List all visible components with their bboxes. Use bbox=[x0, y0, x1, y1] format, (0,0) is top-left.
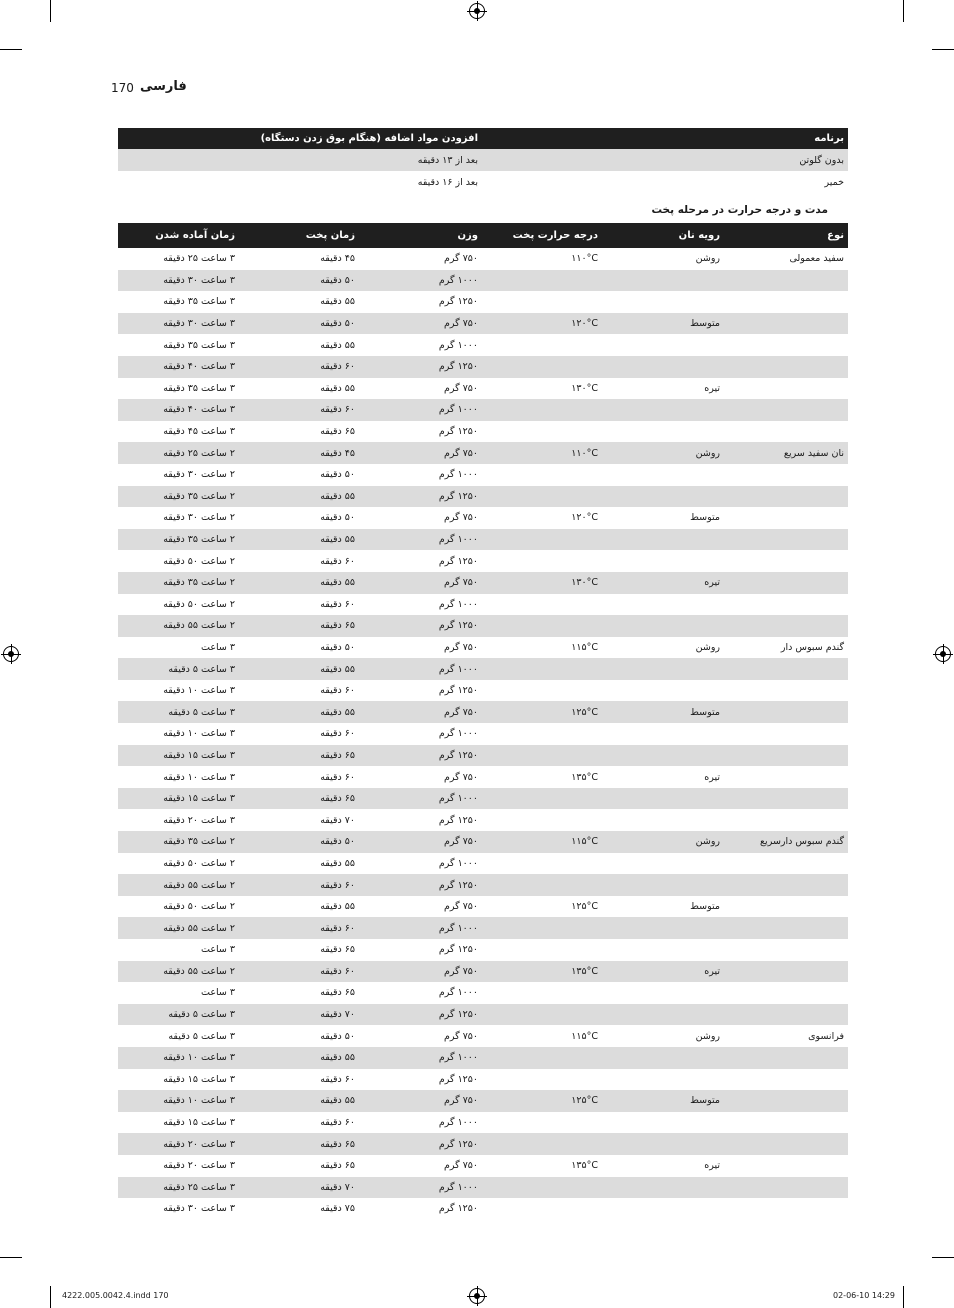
ready-time: ۳ ساعت ۲۰ دقیقه bbox=[163, 814, 235, 826]
baking-time: ۶۵ دقیقه bbox=[320, 987, 355, 999]
ready-time: ۳ ساعت ۲۵ دقیقه bbox=[163, 253, 235, 265]
baking-time: ۶۵ دقیقه bbox=[320, 426, 355, 438]
ready-time: ۲ ساعت ۵۵ دقیقه bbox=[163, 922, 235, 934]
ready-time: ۳ ساعت ۵ دقیقه bbox=[168, 663, 235, 675]
table-row bbox=[118, 637, 848, 659]
baking-time: ۵۵ دقیقه bbox=[320, 901, 355, 913]
table-row bbox=[118, 1155, 848, 1177]
table-row bbox=[118, 680, 848, 702]
table-row bbox=[118, 399, 848, 421]
header-weight: وزن bbox=[457, 230, 478, 241]
table-row bbox=[118, 421, 848, 443]
weight: ۱۲۵۰ گرم bbox=[438, 361, 478, 373]
baking-time: ۵۵ دقیقه bbox=[320, 534, 355, 546]
header-crust: رویه نان bbox=[678, 230, 720, 241]
table-row bbox=[118, 529, 848, 551]
table-row bbox=[118, 766, 848, 788]
table-row bbox=[118, 507, 848, 529]
crop-mark bbox=[932, 49, 954, 50]
crust-color: متوسط bbox=[690, 706, 720, 718]
crop-mark bbox=[932, 1257, 954, 1258]
table-row bbox=[118, 1069, 848, 1091]
crust-color: متوسط bbox=[690, 318, 720, 330]
baking-temperature: ۱۲۵°C bbox=[571, 901, 598, 913]
weight: ۱۲۵۰ گرم bbox=[438, 749, 478, 761]
language-label: فارسی bbox=[140, 79, 187, 94]
weight: ۱۰۰۰ گرم bbox=[438, 1052, 478, 1064]
baking-time: ۷۰ دقیقه bbox=[320, 1009, 355, 1021]
weight: ۱۰۰۰ گرم bbox=[438, 1181, 478, 1193]
table-row bbox=[118, 1047, 848, 1069]
ready-time: ۲ ساعت ۳۵ دقیقه bbox=[163, 577, 235, 589]
baking-time: ۶۰ دقیقه bbox=[320, 1117, 355, 1129]
baking-time: ۶۰ دقیقه bbox=[320, 965, 355, 977]
crust-color: تیره bbox=[704, 577, 720, 589]
ready-time: ۳ ساعت ۴۵ دقیقه bbox=[163, 426, 235, 438]
baking-temperature: ۱۳۵°C bbox=[571, 771, 598, 783]
weight: ۷۵۰ گرم bbox=[444, 447, 478, 459]
baking-temperature: ۱۲۵°C bbox=[571, 706, 598, 718]
baking-time: ۵۵ دقیقه bbox=[320, 857, 355, 869]
ready-time: ۳ ساعت ۵ دقیقه bbox=[168, 706, 235, 718]
table-row bbox=[118, 615, 848, 637]
weight: ۱۲۵۰ گرم bbox=[438, 944, 478, 956]
header-bake-time: زمان پخت bbox=[305, 230, 355, 241]
table-row bbox=[118, 270, 848, 292]
weight: ۷۵۰ گرم bbox=[444, 901, 478, 913]
ready-time: ۳ ساعت ۱۰ دقیقه bbox=[163, 728, 235, 740]
ready-time: ۲ ساعت ۳۵ دقیقه bbox=[163, 836, 235, 848]
header-temperature: درجه حرارت پخت bbox=[512, 230, 598, 241]
weight: ۱۰۰۰ گرم bbox=[438, 534, 478, 546]
weight: ۷۵۰ گرم bbox=[444, 1095, 478, 1107]
table-row bbox=[118, 853, 848, 875]
baking-temperature: ۱۳۰°C bbox=[571, 577, 598, 589]
weight: ۱۰۰۰ گرم bbox=[438, 793, 478, 805]
baking-time: ۵۵ دقیقه bbox=[320, 577, 355, 589]
table-row bbox=[118, 149, 848, 171]
crop-mark bbox=[50, 1286, 51, 1308]
registration-mark-icon bbox=[469, 3, 485, 19]
ready-time: ۳ ساعت ۲۰ دقیقه bbox=[163, 1160, 235, 1172]
baking-temperature: ۱۳۵°C bbox=[571, 965, 598, 977]
crop-mark bbox=[0, 1257, 22, 1258]
table-row bbox=[118, 961, 848, 983]
crust-color: تیره bbox=[704, 965, 720, 977]
baking-time: ۵۰ دقیقه bbox=[320, 512, 355, 524]
ready-time: ۳ ساعت ۱۵ دقیقه bbox=[163, 1117, 235, 1129]
ready-time: ۲ ساعت ۳۵ دقیقه bbox=[163, 534, 235, 546]
weight: ۷۵۰ گرم bbox=[444, 836, 478, 848]
page-number: 170 bbox=[111, 81, 134, 95]
bread-type: سفید معمولی bbox=[789, 253, 844, 265]
weight: ۱۲۵۰ گرم bbox=[438, 555, 478, 567]
baking-time: ۵۵ دقیقه bbox=[320, 382, 355, 394]
table-row bbox=[118, 356, 848, 378]
header-ready-time: زمان آماده شدن bbox=[155, 230, 235, 241]
program-name: خمیر bbox=[824, 176, 844, 188]
weight: ۱۰۰۰ گرم bbox=[438, 663, 478, 675]
table-row bbox=[118, 1177, 848, 1199]
baking-time: ۶۰ دقیقه bbox=[320, 555, 355, 567]
baking-temperature: ۱۱۰°C bbox=[571, 253, 598, 265]
ready-time: ۳ ساعت ۳۵ دقیقه bbox=[163, 339, 235, 351]
header-add-extras: افزودن مواد اضافه (هنگام بوق زدن دستگاه) bbox=[260, 133, 478, 144]
weight: ۱۰۰۰ گرم bbox=[438, 469, 478, 481]
baking-time: ۵۵ دقیقه bbox=[320, 1095, 355, 1107]
table-row bbox=[118, 1133, 848, 1155]
baking-time: ۵۵ دقیقه bbox=[320, 706, 355, 718]
crust-color: تیره bbox=[704, 382, 720, 394]
baking-time: ۶۰ دقیقه bbox=[320, 404, 355, 416]
ready-time: ۳ ساعت ۱۰ دقیقه bbox=[163, 771, 235, 783]
weight: ۷۵۰ گرم bbox=[444, 706, 478, 718]
crust-color: تیره bbox=[704, 1160, 720, 1172]
header-program: برنامه bbox=[814, 133, 844, 144]
bread-type: گندم سبوس دار bbox=[780, 641, 844, 653]
weight: ۷۵۰ گرم bbox=[444, 512, 478, 524]
crust-color: متوسط bbox=[690, 512, 720, 524]
baking-time: ۶۵ دقیقه bbox=[320, 793, 355, 805]
baking-temperature: ۱۲۰°C bbox=[571, 512, 598, 524]
baking-time: ۵۵ دقیقه bbox=[320, 663, 355, 675]
crust-color: روشن bbox=[695, 836, 720, 848]
baking-time: ۶۰ دقیقه bbox=[320, 685, 355, 697]
registration-mark-icon bbox=[469, 1288, 485, 1304]
weight: ۷۵۰ گرم bbox=[444, 641, 478, 653]
baking-time: ۵۰ دقیقه bbox=[320, 274, 355, 286]
ready-time: ۲ ساعت ۵۵ دقیقه bbox=[163, 620, 235, 632]
baking-table-body bbox=[118, 248, 848, 1220]
ready-time: ۳ ساعت ۱۰ دقیقه bbox=[163, 1052, 235, 1064]
baking-time: ۶۵ دقیقه bbox=[320, 749, 355, 761]
table-row bbox=[118, 550, 848, 572]
table-row bbox=[118, 464, 848, 486]
weight: ۱۰۰۰ گرم bbox=[438, 1117, 478, 1129]
ready-time: ۲ ساعت ۵۰ دقیقه bbox=[163, 555, 235, 567]
section-title: مدت و درجه حرارت در مرحله پخت bbox=[651, 204, 828, 216]
weight: ۷۵۰ گرم bbox=[444, 1030, 478, 1042]
ready-time: ۳ ساعت ۳۰ دقیقه bbox=[163, 1203, 235, 1215]
crust-color: متوسط bbox=[690, 1095, 720, 1107]
baking-time: ۵۰ دقیقه bbox=[320, 318, 355, 330]
bread-type: فرانسوی bbox=[808, 1030, 844, 1042]
ready-time: ۳ ساعت ۳۰ دقیقه bbox=[163, 318, 235, 330]
weight: ۱۲۵۰ گرم bbox=[438, 1203, 478, 1215]
table-row bbox=[118, 658, 848, 680]
baking-time: ۶۵ دقیقه bbox=[320, 620, 355, 632]
baking-time: ۶۰ دقیقه bbox=[320, 598, 355, 610]
weight: ۷۵۰ گرم bbox=[444, 577, 478, 589]
ready-time: ۳ ساعت ۱۵ دقیقه bbox=[163, 1073, 235, 1085]
weight: ۱۰۰۰ گرم bbox=[438, 274, 478, 286]
add-time: بعد از ۱۶ دقیقه bbox=[417, 176, 478, 188]
baking-temperature: ۱۳۵°C bbox=[571, 1160, 598, 1172]
weight: ۱۲۵۰ گرم bbox=[438, 620, 478, 632]
baking-time: ۴۵ دقیقه bbox=[320, 447, 355, 459]
table-row bbox=[118, 1112, 848, 1134]
baking-time: ۵۰ دقیقه bbox=[320, 1030, 355, 1042]
table-row bbox=[118, 896, 848, 918]
table-row bbox=[118, 745, 848, 767]
baking-time: ۶۰ دقیقه bbox=[320, 728, 355, 740]
table-row bbox=[118, 313, 848, 335]
baking-table-header bbox=[118, 223, 848, 248]
crust-color: متوسط bbox=[690, 901, 720, 913]
footer-datetime: 02-06-10 14:29 bbox=[833, 1291, 895, 1300]
ready-time: ۲ ساعت ۵۵ دقیقه bbox=[163, 879, 235, 891]
baking-time: ۷۵ دقیقه bbox=[320, 1203, 355, 1215]
weight: ۱۲۵۰ گرم bbox=[438, 814, 478, 826]
ready-time: ۲ ساعت ۵۰ دقیقه bbox=[163, 901, 235, 913]
weight: ۱۰۰۰ گرم bbox=[438, 922, 478, 934]
ready-time: ۲ ساعت ۲۵ دقیقه bbox=[163, 447, 235, 459]
baking-time: ۶۰ دقیقه bbox=[320, 361, 355, 373]
weight: ۱۰۰۰ گرم bbox=[438, 987, 478, 999]
ready-time: ۳ ساعت ۱۰ دقیقه bbox=[163, 1095, 235, 1107]
weight: ۱۲۵۰ گرم bbox=[438, 879, 478, 891]
table-row bbox=[118, 809, 848, 831]
ready-time: ۳ ساعت ۳۰ دقیقه bbox=[163, 274, 235, 286]
table-row bbox=[118, 788, 848, 810]
table-row bbox=[118, 334, 848, 356]
table-row bbox=[118, 1025, 848, 1047]
baking-time: ۵۵ دقیقه bbox=[320, 490, 355, 502]
crop-mark bbox=[903, 0, 904, 22]
weight: ۱۲۵۰ گرم bbox=[438, 1073, 478, 1085]
baking-temperature: ۱۱۰°C bbox=[571, 447, 598, 459]
ready-time: ۳ ساعت ۴۰ دقیقه bbox=[163, 404, 235, 416]
ready-time: ۳ ساعت ۳۵ دقیقه bbox=[163, 296, 235, 308]
crust-color: روشن bbox=[695, 641, 720, 653]
weight: ۷۵۰ گرم bbox=[444, 771, 478, 783]
baking-time: ۷۰ دقیقه bbox=[320, 1181, 355, 1193]
table-row bbox=[118, 1198, 848, 1220]
baking-time: ۶۵ دقیقه bbox=[320, 1138, 355, 1150]
weight: ۷۵۰ گرم bbox=[444, 1160, 478, 1172]
crop-mark bbox=[0, 49, 22, 50]
ready-time: ۳ ساعت ۳۵ دقیقه bbox=[163, 382, 235, 394]
weight: ۱۲۵۰ گرم bbox=[438, 296, 478, 308]
baking-time: ۵۰ دقیقه bbox=[320, 836, 355, 848]
program-name: بدون گلوتن bbox=[799, 154, 844, 166]
baking-time: ۶۰ دقیقه bbox=[320, 879, 355, 891]
ready-time: ۲ ساعت ۵۰ دقیقه bbox=[163, 857, 235, 869]
table-row bbox=[118, 486, 848, 508]
ready-time: ۳ ساعت ۱۰ دقیقه bbox=[163, 685, 235, 697]
baking-table bbox=[118, 223, 848, 1220]
bread-type: گندم سبوس دارسریع bbox=[760, 836, 844, 848]
baking-temperature: ۱۱۵°C bbox=[571, 836, 598, 848]
table-row bbox=[118, 982, 848, 1004]
footer-file: 4222.005.0042.4.indd 170 bbox=[62, 1291, 169, 1300]
baking-temperature: ۱۲۵°C bbox=[571, 1095, 598, 1107]
ready-time: ۳ ساعت bbox=[201, 641, 235, 653]
bread-type: نان سفید سریع bbox=[783, 447, 844, 459]
table-row bbox=[118, 594, 848, 616]
ready-time: ۳ ساعت ۲۰ دقیقه bbox=[163, 1138, 235, 1150]
weight: ۷۵۰ گرم bbox=[444, 253, 478, 265]
baking-time: ۷۰ دقیقه bbox=[320, 814, 355, 826]
registration-mark-icon bbox=[935, 646, 951, 662]
weight: ۷۵۰ گرم bbox=[444, 382, 478, 394]
ready-time: ۳ ساعت ۵ دقیقه bbox=[168, 1009, 235, 1021]
weight: ۱۰۰۰ گرم bbox=[438, 728, 478, 740]
table-row bbox=[118, 572, 848, 594]
weight: ۱۰۰۰ گرم bbox=[438, 404, 478, 416]
baking-time: ۶۰ دقیقه bbox=[320, 922, 355, 934]
crust-color: تیره bbox=[704, 771, 720, 783]
baking-time: ۵۵ دقیقه bbox=[320, 296, 355, 308]
table-row bbox=[118, 378, 848, 400]
baking-time: ۶۰ دقیقه bbox=[320, 1073, 355, 1085]
table-row bbox=[118, 442, 848, 464]
extras-table bbox=[118, 128, 848, 193]
table-row bbox=[118, 723, 848, 745]
baking-time: ۴۵ دقیقه bbox=[320, 253, 355, 265]
baking-temperature: ۱۲۰°C bbox=[571, 318, 598, 330]
weight: ۱۰۰۰ گرم bbox=[438, 857, 478, 869]
weight: ۱۰۰۰ گرم bbox=[438, 339, 478, 351]
crop-mark bbox=[903, 1286, 904, 1308]
table-row bbox=[118, 171, 848, 193]
weight: ۱۲۵۰ گرم bbox=[438, 426, 478, 438]
ready-time: ۳ ساعت ۱۵ دقیقه bbox=[163, 793, 235, 805]
baking-time: ۵۵ دقیقه bbox=[320, 339, 355, 351]
table-row bbox=[118, 291, 848, 313]
ready-time: ۳ ساعت ۱۵ دقیقه bbox=[163, 749, 235, 761]
crust-color: روشن bbox=[695, 1030, 720, 1042]
table-row bbox=[118, 874, 848, 896]
weight: ۷۵۰ گرم bbox=[444, 965, 478, 977]
add-time: بعد از ۱۳ دقیقه bbox=[417, 154, 478, 166]
crust-color: روشن bbox=[695, 253, 720, 265]
weight: ۷۵۰ گرم bbox=[444, 318, 478, 330]
ready-time: ۲ ساعت ۳۰ دقیقه bbox=[163, 469, 235, 481]
table-row bbox=[118, 1004, 848, 1026]
baking-temperature: ۱۱۵°C bbox=[571, 641, 598, 653]
table-row bbox=[118, 1090, 848, 1112]
table-row bbox=[118, 917, 848, 939]
baking-time: ۶۵ دقیقه bbox=[320, 1160, 355, 1172]
baking-time: ۵۰ دقیقه bbox=[320, 641, 355, 653]
baking-time: ۶۰ دقیقه bbox=[320, 771, 355, 783]
table-row bbox=[118, 939, 848, 961]
weight: ۱۰۰۰ گرم bbox=[438, 598, 478, 610]
table-row bbox=[118, 831, 848, 853]
baking-time: ۵۵ دقیقه bbox=[320, 1052, 355, 1064]
weight: ۱۲۵۰ گرم bbox=[438, 490, 478, 502]
ready-time: ۲ ساعت ۳۵ دقیقه bbox=[163, 490, 235, 502]
baking-temperature: ۱۳۰°C bbox=[571, 382, 598, 394]
ready-time: ۳ ساعت ۴۰ دقیقه bbox=[163, 361, 235, 373]
header-type: نوع bbox=[827, 230, 844, 241]
ready-time: ۳ ساعت bbox=[201, 944, 235, 956]
baking-time: ۶۵ دقیقه bbox=[320, 944, 355, 956]
table-row bbox=[118, 701, 848, 723]
ready-time: ۲ ساعت ۵۵ دقیقه bbox=[163, 965, 235, 977]
baking-temperature: ۱۱۵°C bbox=[571, 1030, 598, 1042]
ready-time: ۲ ساعت ۵۰ دقیقه bbox=[163, 598, 235, 610]
weight: ۱۲۵۰ گرم bbox=[438, 685, 478, 697]
baking-time: ۵۰ دقیقه bbox=[320, 469, 355, 481]
ready-time: ۳ ساعت ۲۵ دقیقه bbox=[163, 1181, 235, 1193]
extras-table-header bbox=[118, 128, 848, 149]
weight: ۱۲۵۰ گرم bbox=[438, 1138, 478, 1150]
crop-mark bbox=[50, 0, 51, 22]
registration-mark-icon bbox=[3, 646, 19, 662]
crust-color: روشن bbox=[695, 447, 720, 459]
ready-time: ۳ ساعت bbox=[201, 987, 235, 999]
ready-time: ۲ ساعت ۳۰ دقیقه bbox=[163, 512, 235, 524]
weight: ۱۲۵۰ گرم bbox=[438, 1009, 478, 1021]
table-row bbox=[118, 248, 848, 270]
ready-time: ۳ ساعت ۵ دقیقه bbox=[168, 1030, 235, 1042]
